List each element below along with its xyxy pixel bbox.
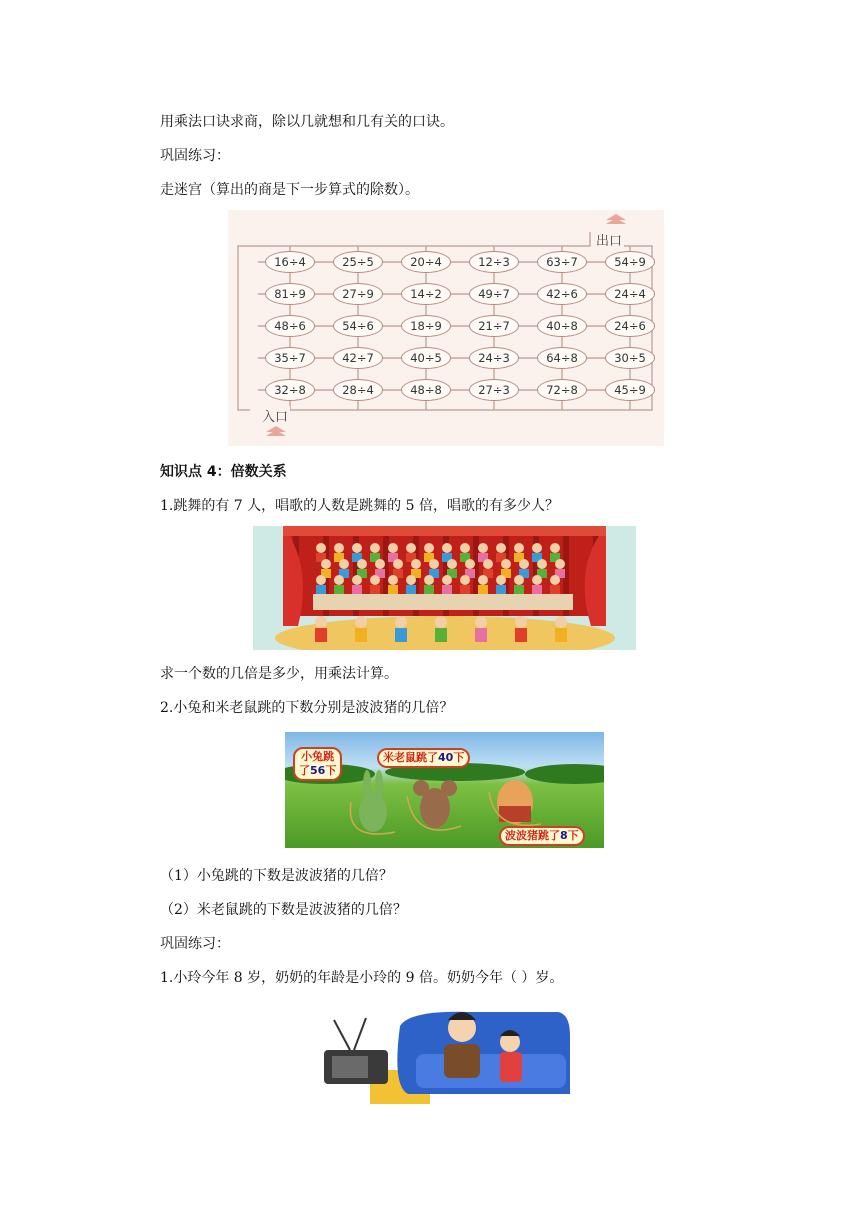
dancer-shirt bbox=[395, 628, 407, 642]
singer-shirt bbox=[514, 585, 524, 594]
maze-cell: 14÷2 bbox=[401, 283, 451, 305]
singer-figure bbox=[465, 559, 475, 569]
singer-figure bbox=[352, 543, 362, 553]
maze-cell: 24÷3 bbox=[469, 347, 519, 369]
singer-figure bbox=[316, 543, 326, 553]
maze-cell: 20÷4 bbox=[401, 251, 451, 273]
maze-cell: 12÷3 bbox=[469, 251, 519, 273]
maze-cell: 25÷5 bbox=[333, 251, 383, 273]
pig-speech-bubble bbox=[499, 826, 585, 846]
singer-figure bbox=[496, 575, 506, 585]
jump-rope-picture bbox=[285, 732, 604, 848]
practice-label-2: 巩固练习： bbox=[160, 936, 230, 952]
mouse-bubble-pre: 米老鼠跳了 bbox=[383, 751, 438, 764]
singer-figure bbox=[334, 543, 344, 553]
singer-shirt bbox=[532, 585, 542, 594]
question-1: 1.跳舞的有 7 人，唱歌的人数是跳舞的 5 倍，唱歌的有多少人？ bbox=[160, 498, 559, 514]
singer-figure bbox=[370, 575, 380, 585]
section-heading: 知识点 4：倍数关系 bbox=[160, 464, 287, 480]
rabbit-figure bbox=[359, 792, 387, 832]
singer-figure bbox=[424, 543, 434, 553]
singer-figure bbox=[357, 559, 367, 569]
singer-shirt bbox=[370, 585, 380, 594]
maze-cell: 54÷9 bbox=[605, 251, 655, 273]
rabbit-bubble-suffix: 下 bbox=[325, 764, 337, 777]
singer-figure bbox=[555, 559, 565, 569]
maze-instruction: 走迷宫（算出的商是下一步算式的除数）。 bbox=[160, 182, 419, 198]
dancer-shirt bbox=[555, 628, 567, 642]
singer-figure bbox=[460, 543, 470, 553]
maze-cell: 49÷7 bbox=[469, 283, 519, 305]
question-2-part-2: （2）米老鼠跳的下数是波波猪的几倍？ bbox=[160, 902, 407, 918]
singer-figure bbox=[447, 559, 457, 569]
singer-figure bbox=[316, 575, 326, 585]
singer-figure bbox=[460, 575, 470, 585]
singer-shirt bbox=[442, 585, 452, 594]
dancer-figure bbox=[315, 616, 327, 628]
dancer-shirt bbox=[355, 628, 367, 642]
maze-cell: 81÷9 bbox=[265, 283, 315, 305]
singer-shirt bbox=[460, 585, 470, 594]
mouse-bubble-suffix: 下 bbox=[453, 751, 465, 764]
maze-figure bbox=[228, 210, 664, 446]
pig-bubble-pre: 波波猪跳了 bbox=[505, 829, 560, 842]
singer-figure bbox=[532, 543, 542, 553]
singer-figure bbox=[550, 575, 560, 585]
rabbit-speech-bubble bbox=[293, 747, 342, 781]
pig-bubble-suffix: 下 bbox=[567, 829, 579, 842]
question-2-part-1: （1）小兔跳的下数是波波猪的几倍？ bbox=[160, 868, 393, 884]
singer-shirt bbox=[316, 585, 326, 594]
practice-label: 巩固练习： bbox=[160, 148, 230, 164]
mouse-jump-count: 40 bbox=[438, 751, 454, 764]
maze-cell: 30÷5 bbox=[605, 347, 655, 369]
rabbit-jump-count: 56 bbox=[310, 764, 326, 777]
rabbit-bubble-line1: 小兔跳 bbox=[301, 750, 335, 763]
maze-cell: 54÷6 bbox=[333, 315, 383, 337]
singer-figure bbox=[334, 575, 344, 585]
singer-figure bbox=[514, 575, 524, 585]
singer-shirt bbox=[352, 585, 362, 594]
maze-cell: 18÷9 bbox=[401, 315, 451, 337]
singer-figure bbox=[406, 575, 416, 585]
singer-shirt bbox=[406, 585, 416, 594]
singer-figure bbox=[514, 543, 524, 553]
practice-question-1: 1.小玲今年 8 岁，奶奶的年龄是小玲的 9 倍。奶奶今年（ ）岁。 bbox=[160, 970, 564, 986]
singer-figure bbox=[388, 575, 398, 585]
maze-cell: 40÷5 bbox=[401, 347, 451, 369]
mouse-speech-bubble bbox=[377, 748, 470, 768]
singer-figure bbox=[429, 559, 439, 569]
singer-figure bbox=[537, 559, 547, 569]
maze-cell: 45÷9 bbox=[605, 379, 655, 401]
singer-shirt bbox=[388, 585, 398, 594]
maze-cell: 42÷6 bbox=[537, 283, 587, 305]
singer-shirt bbox=[478, 585, 488, 594]
maze-cell: 24÷6 bbox=[605, 315, 655, 337]
dancer-figure bbox=[395, 616, 407, 628]
multiply-tip: 求一个数的几倍是多少，用乘法计算。 bbox=[160, 666, 398, 682]
maze-cell: 32÷8 bbox=[265, 379, 315, 401]
singer-figure bbox=[406, 543, 416, 553]
maze-cell: 64÷8 bbox=[537, 347, 587, 369]
maze-cell: 35÷7 bbox=[265, 347, 315, 369]
maze-cell: 63÷7 bbox=[537, 251, 587, 273]
sofa-picture bbox=[320, 1006, 572, 1104]
singer-figure bbox=[370, 543, 380, 553]
dancer-shirt bbox=[475, 628, 487, 642]
maze-cell: 28÷4 bbox=[333, 379, 383, 401]
singer-figure bbox=[339, 559, 349, 569]
singer-figure bbox=[519, 559, 529, 569]
singer-figure bbox=[352, 575, 362, 585]
singer-shirt bbox=[424, 585, 434, 594]
maze-cell: 16÷4 bbox=[265, 251, 315, 273]
singer-figure bbox=[483, 559, 493, 569]
maze-cell: 42÷7 bbox=[333, 347, 383, 369]
stage-picture bbox=[253, 526, 636, 650]
maze-exit-label: 出口 bbox=[594, 230, 624, 249]
singer-shirt bbox=[334, 585, 344, 594]
maze-cell: 27÷3 bbox=[469, 379, 519, 401]
singer-figure bbox=[501, 559, 511, 569]
stage-illustration bbox=[253, 526, 636, 650]
singer-figure bbox=[393, 559, 403, 569]
dancer-figure bbox=[435, 616, 447, 628]
singer-figure bbox=[532, 575, 542, 585]
singer-figure bbox=[411, 559, 421, 569]
singer-figure bbox=[496, 543, 506, 553]
maze-entrance-label: 入口 bbox=[260, 406, 290, 425]
maze-cell: 48÷8 bbox=[401, 379, 451, 401]
dancer-shirt bbox=[435, 628, 447, 642]
question-2: 2.小兔和米老鼠跳的下数分别是波波猪的几倍？ bbox=[160, 700, 454, 716]
pig-jump-count: 8 bbox=[560, 829, 568, 842]
maze-cell: 27÷9 bbox=[333, 283, 383, 305]
maze-cell: 48÷6 bbox=[265, 315, 315, 337]
dancer-figure bbox=[355, 616, 367, 628]
singer-figure bbox=[442, 543, 452, 553]
maze-cell: 21÷7 bbox=[469, 315, 519, 337]
maze-cell: 24÷4 bbox=[605, 283, 655, 305]
singer-figure bbox=[424, 575, 434, 585]
singer-figure bbox=[388, 543, 398, 553]
dancer-figure bbox=[515, 616, 527, 628]
rabbit-bubble-pre: 了 bbox=[299, 764, 310, 777]
maze-cell: 72÷8 bbox=[537, 379, 587, 401]
sofa-illustration bbox=[320, 1006, 572, 1104]
singer-figure bbox=[478, 575, 488, 585]
tip-text: 用乘法口诀求商，除以几就想和几有关的口诀。 bbox=[160, 114, 454, 130]
singer-figure bbox=[550, 543, 560, 553]
singer-figure bbox=[321, 559, 331, 569]
maze-cell: 40÷8 bbox=[537, 315, 587, 337]
singer-figure bbox=[442, 575, 452, 585]
singer-figure bbox=[375, 559, 385, 569]
dancer-shirt bbox=[315, 628, 327, 642]
singer-shirt bbox=[550, 585, 560, 594]
dancer-figure bbox=[475, 616, 487, 628]
singer-shirt bbox=[496, 585, 506, 594]
singer-figure bbox=[478, 543, 488, 553]
dancer-figure bbox=[555, 616, 567, 628]
dancer-shirt bbox=[515, 628, 527, 642]
